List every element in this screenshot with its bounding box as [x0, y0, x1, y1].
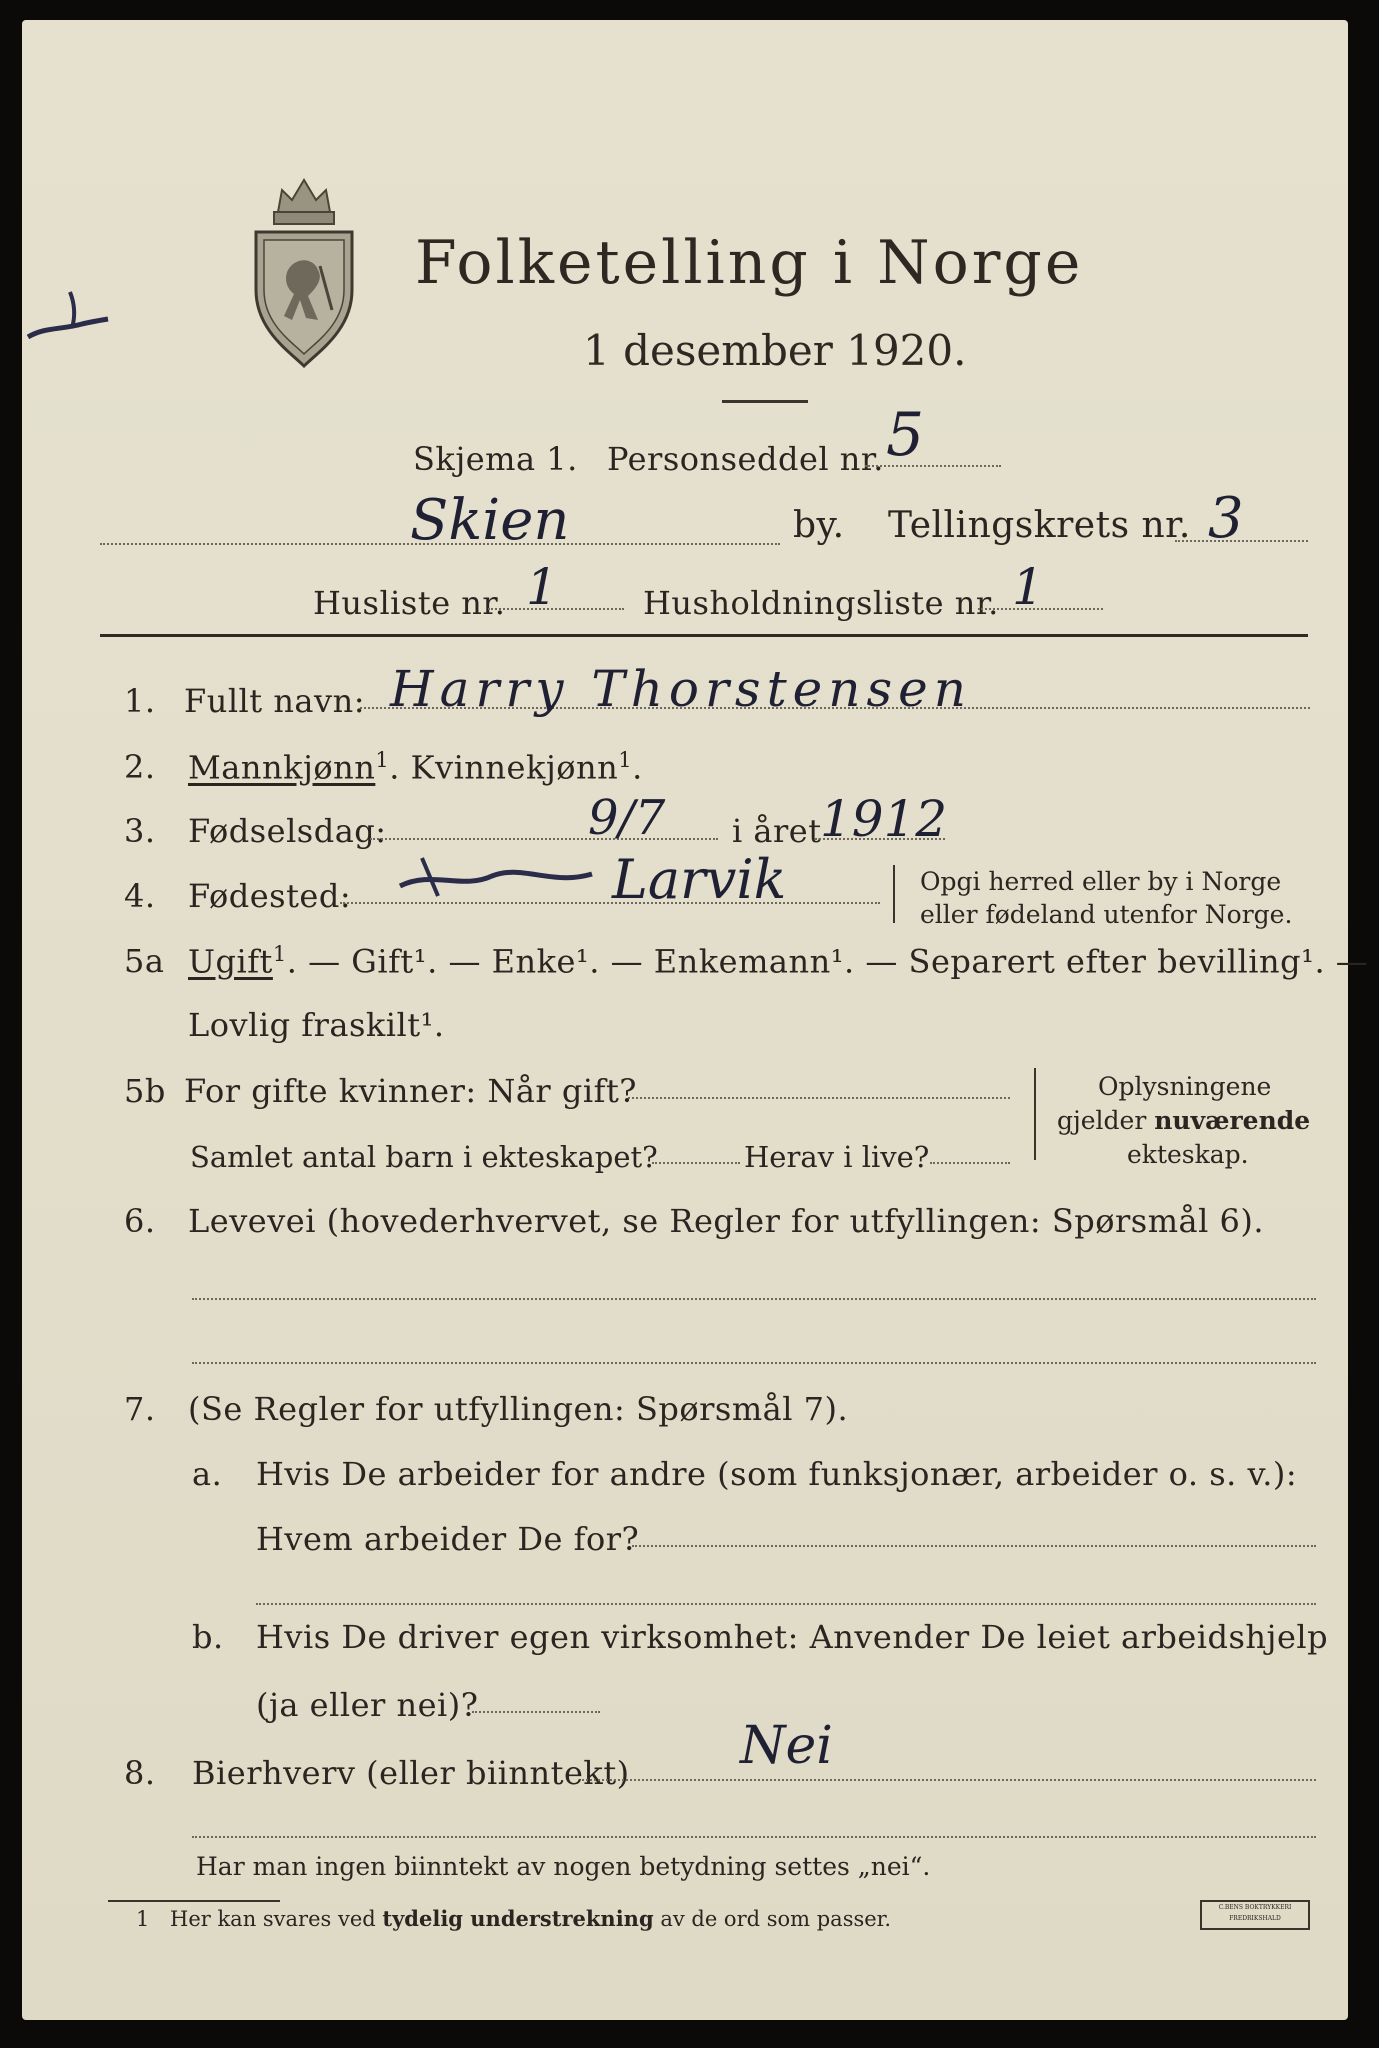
year-label: i året — [732, 812, 822, 850]
printer-mark: C.BENS BOKTRYKKERI FREDRIKSHALD — [1200, 1900, 1310, 1930]
q7b-text: Hvis De driver egen virksomhet: Anvender De leiet arbeidshjelp — [256, 1618, 1329, 1656]
hired-help-field-line — [472, 1711, 600, 1713]
married-when-label: For gifte kvinner: Når gift? — [184, 1072, 637, 1110]
form-title: Folketelling i Norge — [415, 228, 1084, 298]
side-income-value[interactable]: Nei — [740, 1716, 833, 1776]
q5b-number: 5b — [124, 1072, 166, 1110]
marriage-note-line3: ekteskap. — [1127, 1140, 1249, 1169]
birthday-field-line — [370, 838, 718, 840]
married-when-field-line — [628, 1097, 1010, 1099]
birth-year-value[interactable]: 1912 — [820, 790, 948, 848]
marriage-note-line1: Oplysningene — [1098, 1072, 1272, 1101]
marriage-note-line2: gjelder nuværende — [1057, 1106, 1311, 1135]
children-total-label: Samlet antal barn i ekteskapet? — [190, 1140, 658, 1174]
q7-number: 7. — [124, 1390, 156, 1428]
employer-field-line-2 — [256, 1603, 1316, 1605]
children-alive-field-line — [930, 1162, 1010, 1164]
employer-label: Hvem arbeider De for? — [256, 1520, 640, 1558]
kvinnekjonn-option[interactable]: Kvinnekjønn — [410, 748, 619, 787]
birthplace-note-line1: Opgi herred eller by i Norge — [920, 867, 1282, 896]
marital-status-options: Ugift$^1$. — Gift¹. — Enke¹. — Enkemann¹. — Separert efter bevilling¹. — — [188, 942, 1369, 981]
side-income-field-line-1 — [582, 1779, 1316, 1781]
q4-number: 4. — [124, 877, 156, 915]
coat-of-arms-emblem — [248, 170, 360, 370]
footnote-marker: 1 — [136, 1907, 150, 1931]
no-income-note: Har man ingen biinntekt av nogen betydning settes „nei“. — [196, 1852, 931, 1881]
city-value[interactable]: Skien — [410, 488, 570, 553]
skjema-label: Skjema 1. — [413, 440, 578, 478]
husliste-label: Husliste nr. — [313, 584, 506, 622]
header-separator-line — [100, 634, 1308, 637]
birthplace-note-brace — [893, 865, 895, 923]
mannkjonn-option[interactable]: Mannkjønn — [188, 748, 376, 787]
q1-label: Fullt navn: — [184, 682, 365, 720]
gender-options: Mannkjønn$^1$. Kvinnekjønn$^1$. — [188, 748, 643, 787]
form-date: 1 desember 1920. — [583, 326, 967, 375]
q3-number: 3. — [124, 812, 156, 850]
full-name-value[interactable]: Harry Thorstensen — [390, 660, 972, 718]
occupation-field-line-2 — [192, 1362, 1316, 1364]
occupation-field-line-1 — [192, 1298, 1316, 1300]
q7b-letter: b. — [192, 1618, 224, 1656]
husholdningsliste-label: Husholdningsliste nr. — [643, 584, 999, 622]
birthday-value[interactable]: 9/7 — [588, 790, 666, 846]
tellingskrets-label: Tellingskrets nr. — [888, 505, 1191, 546]
marriage-note-brace — [1034, 1068, 1036, 1160]
footnote-divider — [108, 1900, 280, 1902]
q6-label: Levevei (hovederhvervet, se Regler for utfyllingen: Spørsmål 6). — [188, 1202, 1265, 1240]
other-marital-options[interactable]: — Gift¹. — Enke¹. — Enkemann¹. — Separert efter bevilling¹. — — [308, 942, 1369, 981]
husliste-value[interactable]: 1 — [526, 558, 558, 616]
ugift-option[interactable]: Ugift — [188, 942, 273, 981]
tellingskrets-value[interactable]: 3 — [1208, 486, 1244, 551]
employer-field-line-1 — [632, 1545, 1316, 1547]
q7a-letter: a. — [192, 1455, 223, 1493]
personseddel-label: Personseddel nr. — [607, 440, 884, 478]
birthplace-value[interactable]: Larvik — [612, 848, 787, 911]
q3-label: Fødselsdag: — [188, 812, 387, 850]
q8-label: Bierhverv (eller biinntekt) — [192, 1754, 630, 1792]
personseddel-value[interactable]: 5 — [886, 400, 925, 470]
side-income-field-line-2 — [192, 1836, 1316, 1838]
lovlig-fraskilt-option[interactable]: Lovlig fraskilt¹. — [188, 1006, 445, 1044]
q6-number: 6. — [124, 1202, 156, 1240]
hired-help-label: (ja eller nei)? — [256, 1686, 479, 1724]
q1-number: 1. — [124, 682, 156, 720]
q4-label: Fødested: — [188, 877, 352, 915]
q8-number: 8. — [124, 1754, 156, 1792]
q7a-text: Hvis De arbeider for andre (som funksjonær, arbeider o. s. v.): — [256, 1455, 1298, 1493]
by-label: by. — [793, 505, 845, 546]
birthplace-note-line2: eller fødeland utenfor Norge. — [920, 900, 1293, 929]
title-divider — [722, 400, 808, 403]
q5a-number: 5a — [124, 942, 165, 980]
q2-number: 2. — [124, 748, 156, 786]
husholdningsliste-value[interactable]: 1 — [1012, 558, 1044, 616]
children-total-field-line — [652, 1162, 740, 1164]
crossed-out-entry — [392, 850, 622, 906]
q7-label: (Se Regler for utfyllingen: Spørsmål 7). — [188, 1390, 849, 1428]
children-alive-label: Herav i live? — [744, 1140, 930, 1174]
footnote-text: Her kan svares ved tydelig understrekning av de ord som passer. — [170, 1906, 892, 1931]
ink-mark — [20, 282, 112, 352]
